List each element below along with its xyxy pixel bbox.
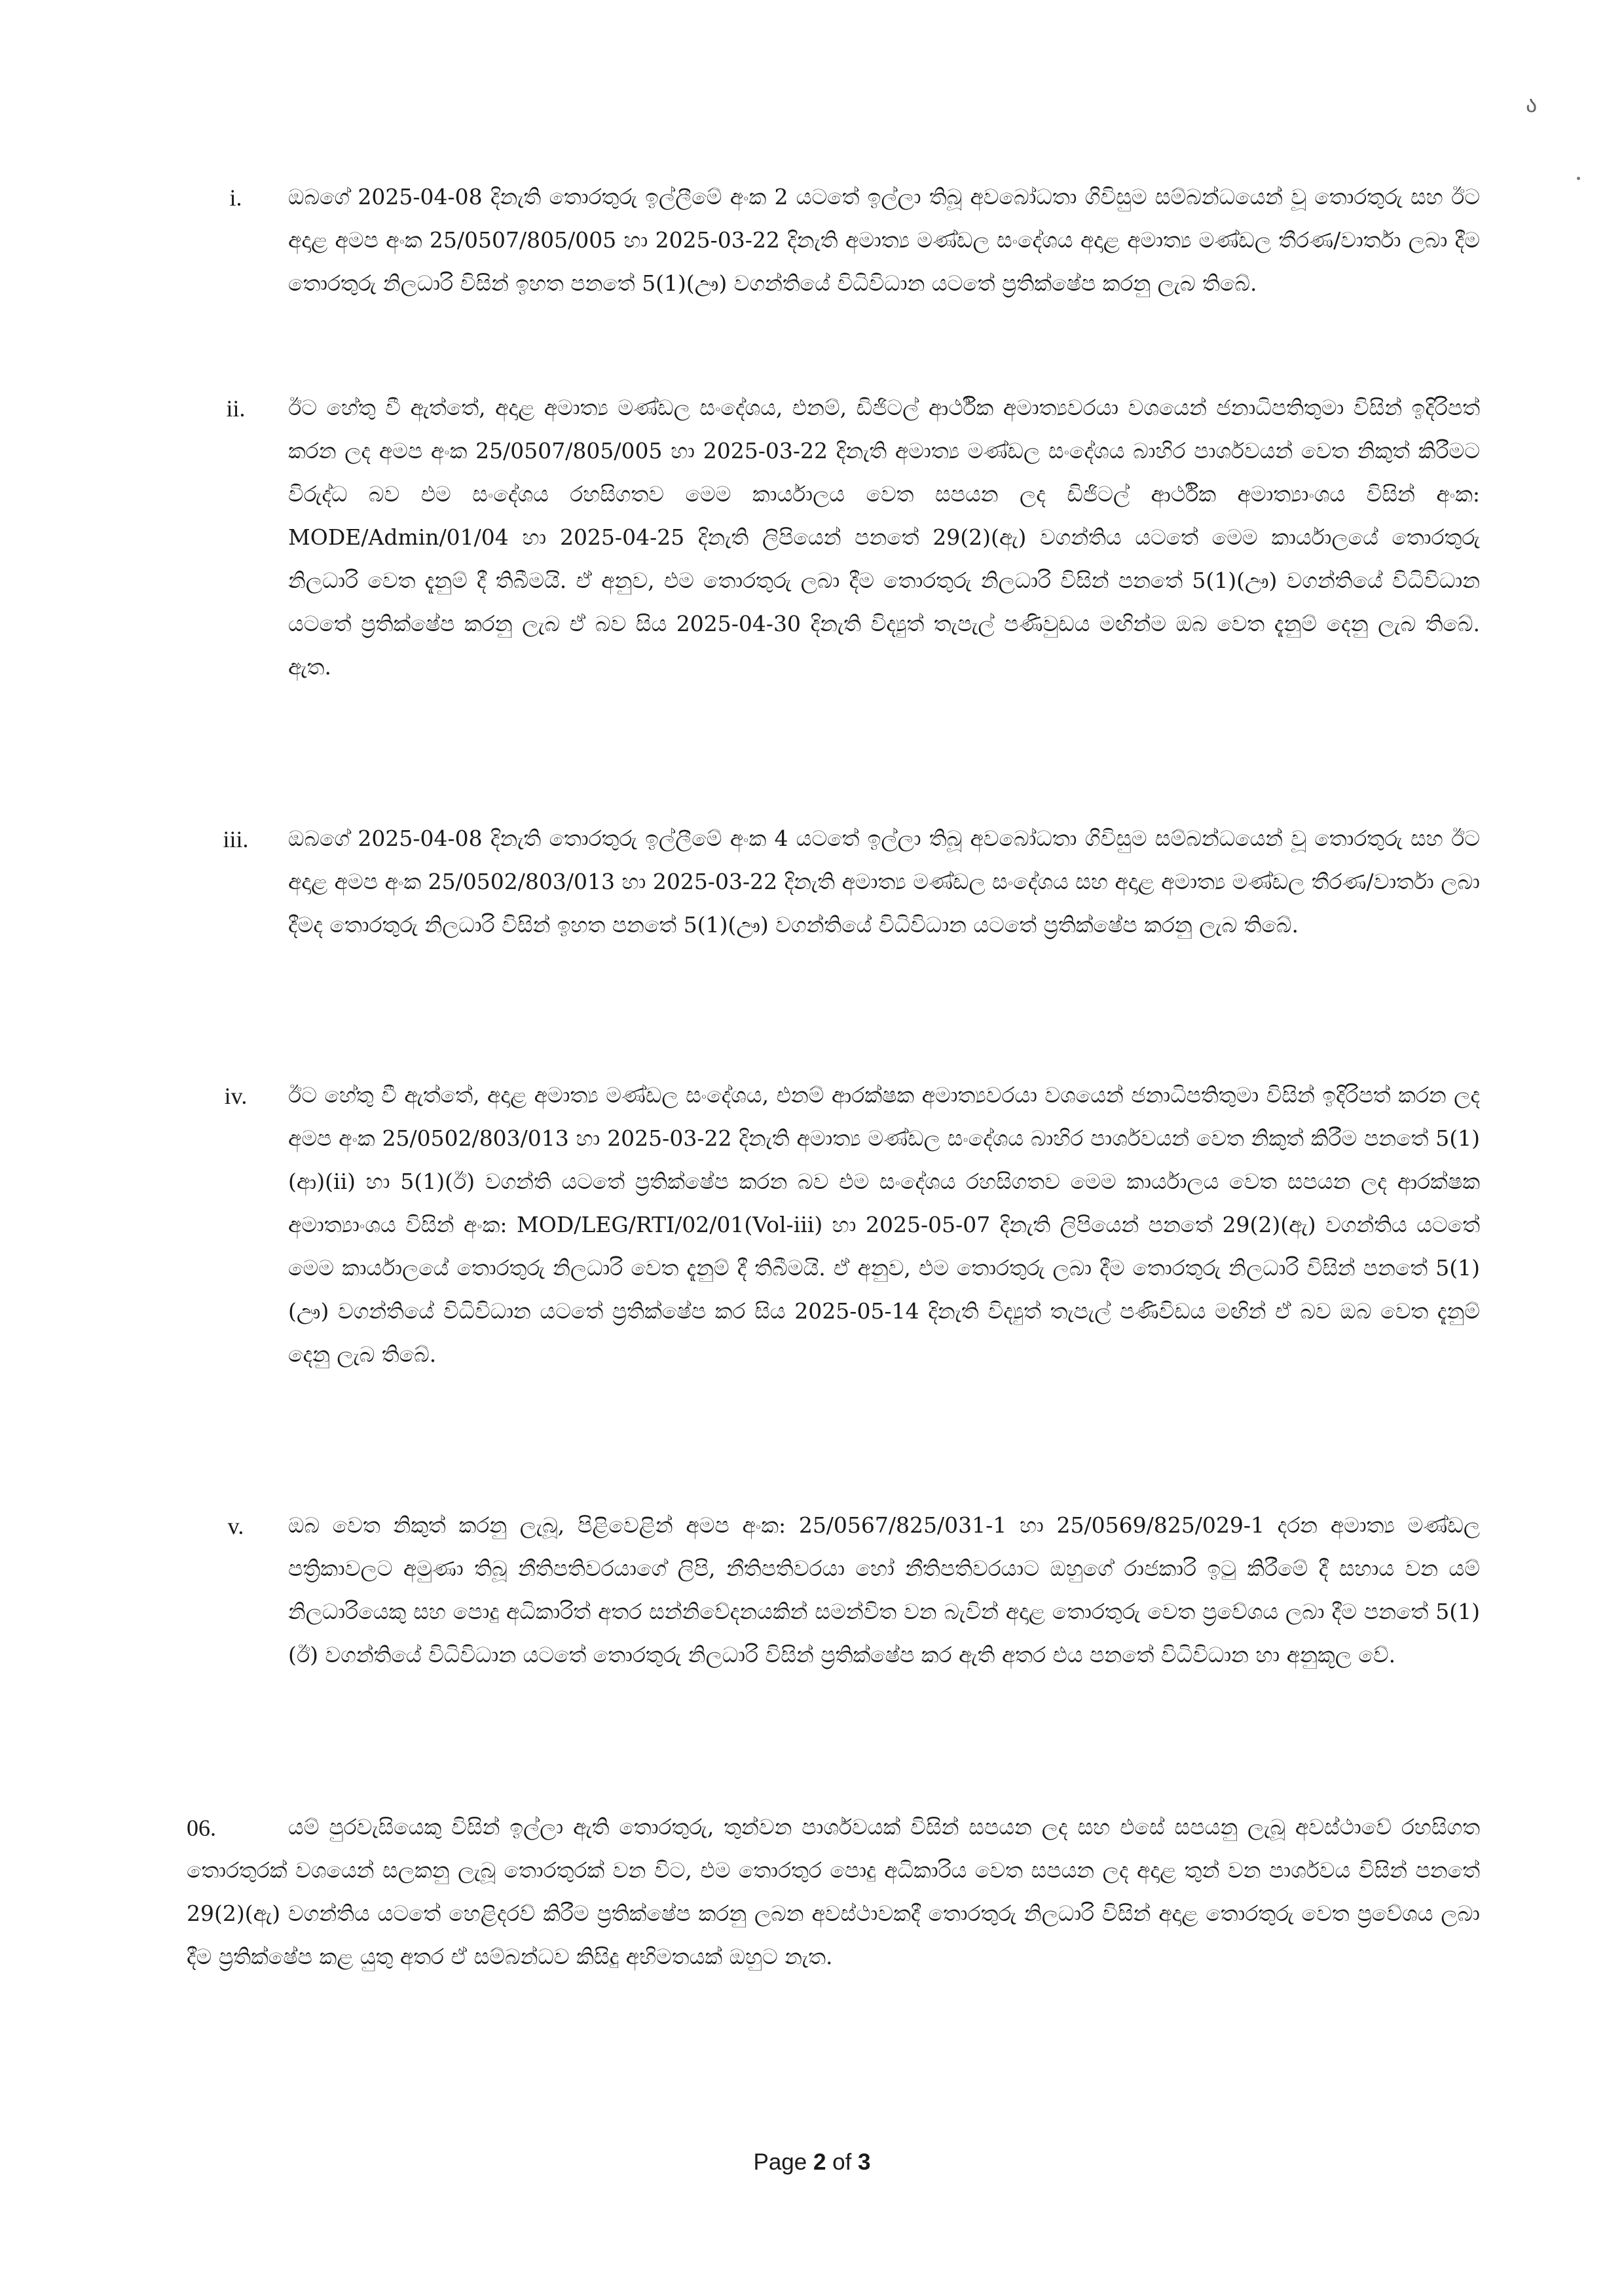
item-text: ඔබ වෙත නිකුත් කරනු ලැබූ, පිළිවෙළින් අමප අංක: 25/0567/825/031-1 හා 25/0569/825/029-1 දරන අමාත්‍ය මණ්ඩල පත්‍රිකාවලට අමුණා තිබූ නීතිපතිවරයාගේ ලිපි, නීතිපතිවරයා හෝ නීතිපතිවරයාට ඔහුගේ රාජකාරි ඉටු කිරීමේ දී සහාය වන යම් නිලධාරියෙකු සහ පොදු අධිකාරිත් අතර සන්නිවේදනයකින් සමන්විත වන බැවින් අදාළ තොරතුරු වෙත ප්‍රවේශය ලබා දීම පනතේ 5(1)(ඊ) වගන්තියේ විධිවිධාන යටතේ තොරතුරු නිලධාරි විසින් ප්‍රතික්ෂේප කර ඇති අතර එය පනතේ විධිවිධාන හා අනුකූල වේ. — [288, 1512, 1480, 1667]
item-numeral: iii. — [223, 826, 249, 852]
item-text: ඊට හේතු වී ඇත්තේ, අදාළ අමාත්‍ය මණ්ඩල සංදේශය, එනම්, ඩිජිටල් ආර්ථික අමාත්‍යවරයා වශයෙන් ජනාධිපතිතුමා විසින් ඉදිරිපත් කරන ලද අමප අංක 25/0507/805/005 හා 2025-03-22 දිනැති අමාත්‍ය මණ්ඩල සංදේශය බාහිර පාර්ශවයන් වෙත නිකුත් කිරීමට විරුද්ධ බව එම සංදේශය රහසිගතව මෙම කාර්යාලය වෙත සපයන ලද ඩිජිටල් ආර්ථික අමාත්‍යාංශය විසින් අංක: MODE/Admin/01/04 හා 2025-04-25 දිනැති ලිපියෙන් පනතේ 29(2)(ඇ) වගන්තිය යටතේ මෙම කාර්යාලයේ තොරතුරු නිලධාරි වෙත දැනුම් දී තිබීමයි. ඒ අනුව, එම තොරතුරු ලබා දීම තොරතුරු නිලධාරි විසින් පනතේ 5(1)(ඌ) වගන්තියේ විධිවිධාන යටතේ ප්‍රතික්ෂේප කරනු ලැබ ඒ බව සිය 2025-04-30 දිනැති විද්‍යුත් තැපැල් පණිවුඩය මඟින්ම ඔබ වෙත දැනුම් දෙනු ලැබ තිබේ. ඇත. — [288, 395, 1480, 680]
page-footer — [0, 2149, 1624, 2176]
page-total: 3 — [858, 2149, 871, 2175]
paragraph-text: යම් පුරවැසියෙකු විසින් ඉල්ලා ඇති තොරතුරු, තුන්වන පාර්ශවයක් විසින් සපයන ලද සහ එසේ සපයනු ලැබූ අවස්ථාවේ රහසිගත තොරතුරක් වශයෙන් සලකනු ලැබූ තොරතුරක් වන විට, එම තොරතුර පොදු අධිකාරිය වෙත සපයන ලද අදාළ තුන් වන පාර්ශවය විසින් පනතේ 29(2)(ඇ) වගන්තිය යටතේ හෙළිදරව් කිරීම ප්‍රතික්ෂේප කරනු ලබන අවස්ථාවකදී තොරතුරු නිලධාරි විසින් අදාළ තොරතුරු වෙත ප්‍රවේශය ලබා දීම ප්‍රතික්ෂේප කළ යුතු අතර ඒ සම්බන්ධව කිසිදු අභිමතයක් ඔහුට නැත. — [187, 1814, 1480, 1969]
item-text: ඔබගේ 2025-04-08 දිනැති තොරතුරු ඉල්ලීමේ අංක 2 යටතේ ඉල්ලා තිබූ අවබෝධතා ගිවිසුම සම්බන්ධයෙන් වූ තොරතුරු සහ ඊට අදාළ අමප අංක 25/0507/805/005 හා 2025-03-22 දිනැති අමාත්‍ය මණ්ඩල සංදේශය අදාළ අමාත්‍ය මණ්ඩල තීරණ/වාර්තා ලබා දීම තොරතුරු නිලධාරි විසින් ඉහත පනතේ 5(1)(ඌ) වගන්තියේ විධිවිධාන යටතේ ප්‍රතික්ෂේප කරනු ලැබ තිබේ. — [288, 184, 1480, 296]
page-label-prefix: Page — [753, 2149, 813, 2175]
item-numeral: v. — [227, 1513, 244, 1539]
item-numeral: iv. — [224, 1083, 248, 1109]
item-text: ඊට හේතු වී ඇත්තේ, අදාළ අමාත්‍ය මණ්ඩල සංදේශය, එනම් ආරක්ෂක අමාත්‍යවරයා වශයෙන් ජනාධිපතිතුමා විසින් ඉදිරිපත් කරන ලද අමප අංක 25/0502/803/013 හා 2025-03-22 දිනැති අමාත්‍ය මණ්ඩල සංදේශය බාහිර පාර්ශවයන් වෙත නිකුත් කිරීම පනතේ 5(1)(ආ)(ii) හා 5(1)(ඊ) වගන්ති යටතේ ප්‍රතික්ෂේප කරන බව එම සංදේශය රහසිගතව මෙම කාර්යාලය වෙත සපයන ලද ආරක්ෂක අමාත්‍යාංශය විසින් අංක: MOD/LEG/RTI/02/01(Vol-iii) හා 2025-05-07 දිනැති ලිපියෙන් පනතේ 29(2)(ඇ) වගන්තිය යටතේ මෙම කාර්යාලයේ තොරතුරු නිලධාරි වෙත දැනුම් දී තිබීමයි. ඒ අනුව, එම තොරතුරු ලබා දීම තොරතුරු නිලධාරි විසින් පනතේ 5(1)(ඌ) වගන්තියේ විධිවිධාන යටතේ ප්‍රතික්ෂේප කර සිය 2025-05-14 දිනැති විද්‍යුත් තැපැල් පණිවිඩය මඟින් ඒ බව ඔබ වෙත දැනුම් දෙනු ලැබ තිබේ. — [288, 1082, 1480, 1367]
item-numeral: i. — [229, 185, 242, 211]
corner-mark: ა — [1526, 92, 1538, 118]
margin-dot — [1577, 177, 1580, 180]
paragraph-06 — [187, 1806, 1480, 1978]
paragraph-number: 06. — [187, 1815, 216, 1841]
page-label-middle: of — [826, 2149, 858, 2175]
item-text: ඔබගේ 2025-04-08 දිනැති තොරතුරු ඉල්ලීමේ අංක 4 යටතේ ඉල්ලා තිබූ අවබෝධතා ගිවිසුම සම්බන්ධයෙන් වූ තොරතුරු සහ ඊට අදාළ අමප අංක 25/0502/803/013 හා 2025-03-22 දිනැති අමාත්‍ය මණ්ඩල සංදේශය සහ අදාළ අමාත්‍ය මණ්ඩල තීරණ/වාර්තා ලබා දීමද තොරතුරු නිලධාරි විසින් ඉහත පනතේ 5(1)(ඌ) වගන්තියේ විධිවිධාන යටතේ ප්‍රතික්ෂේප කරනු ලැබ තිබේ. — [288, 826, 1480, 938]
page-current: 2 — [813, 2149, 826, 2175]
item-numeral: ii. — [226, 395, 246, 422]
